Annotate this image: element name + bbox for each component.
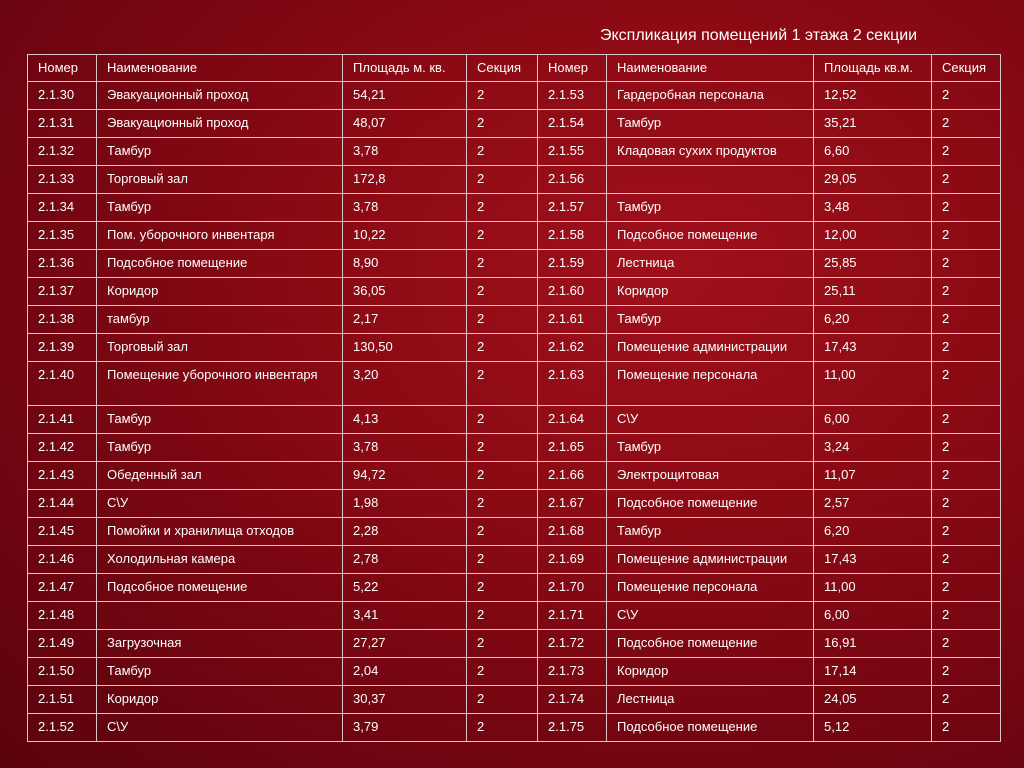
room-number-cell: 2.1.70 xyxy=(538,574,607,602)
room-name-cell: Подсобное помещение xyxy=(97,574,343,602)
room-section-cell: 2 xyxy=(932,574,1001,602)
room-name-cell: Тамбур xyxy=(97,194,343,222)
room-name-cell: Подсобное помещение xyxy=(607,714,814,742)
table-row xyxy=(28,222,1001,250)
room-area-cell: 35,21 xyxy=(814,110,932,138)
room-number-cell: 2.1.32 xyxy=(28,138,97,166)
room-name-cell: Торговый зал xyxy=(97,166,343,194)
room-section-cell: 2 xyxy=(932,518,1001,546)
room-name-cell: Лестница xyxy=(607,686,814,714)
room-name-cell: Тамбур xyxy=(97,406,343,434)
room-name-cell: С\У xyxy=(607,602,814,630)
room-number-cell: 2.1.65 xyxy=(538,434,607,462)
room-section-cell: 2 xyxy=(467,714,538,742)
room-name-cell: Помойки и хранилища отходов xyxy=(97,518,343,546)
room-name-cell: Гардеробная персонала xyxy=(607,82,814,110)
room-area-cell: 3,78 xyxy=(343,138,467,166)
room-section-cell: 2 xyxy=(467,194,538,222)
room-section-cell: 2 xyxy=(467,434,538,462)
room-area-cell: 25,11 xyxy=(814,278,932,306)
room-area-cell: 2,78 xyxy=(343,546,467,574)
header-cell: Секция xyxy=(932,55,1001,82)
room-area-cell: 17,14 xyxy=(814,658,932,686)
room-section-cell: 2 xyxy=(467,490,538,518)
table-header-row xyxy=(28,55,1001,82)
room-number-cell: 2.1.43 xyxy=(28,462,97,490)
room-section-cell: 2 xyxy=(467,602,538,630)
room-number-cell: 2.1.48 xyxy=(28,602,97,630)
room-area-cell: 5,22 xyxy=(343,574,467,602)
table-row xyxy=(28,138,1001,166)
room-name-cell: Коридор xyxy=(97,686,343,714)
room-name-cell: Подсобное помещение xyxy=(607,630,814,658)
room-name-cell: Подсобное помещение xyxy=(607,490,814,518)
room-number-cell: 2.1.49 xyxy=(28,630,97,658)
room-section-cell: 2 xyxy=(467,574,538,602)
room-number-cell: 2.1.30 xyxy=(28,82,97,110)
room-area-cell: 11,00 xyxy=(814,362,932,406)
room-area-cell: 2,28 xyxy=(343,518,467,546)
room-area-cell: 8,90 xyxy=(343,250,467,278)
room-section-cell: 2 xyxy=(932,462,1001,490)
header-cell: Номер xyxy=(538,55,607,82)
room-number-cell: 2.1.56 xyxy=(538,166,607,194)
table-row xyxy=(28,82,1001,110)
room-section-cell: 2 xyxy=(467,82,538,110)
room-area-cell: 3,24 xyxy=(814,434,932,462)
room-section-cell: 2 xyxy=(932,406,1001,434)
room-name-cell: Торговый зал xyxy=(97,334,343,362)
room-section-cell: 2 xyxy=(932,166,1001,194)
room-area-cell: 10,22 xyxy=(343,222,467,250)
room-area-cell: 2,57 xyxy=(814,490,932,518)
table-row xyxy=(28,714,1001,742)
room-name-cell: Тамбур xyxy=(607,306,814,334)
room-name-cell: Помещение персонала xyxy=(607,362,814,406)
page-title: Экспликация помещений 1 этажа 2 секции xyxy=(600,27,918,44)
room-name-cell: Обеденный зал xyxy=(97,462,343,490)
room-number-cell: 2.1.62 xyxy=(538,334,607,362)
room-number-cell: 2.1.44 xyxy=(28,490,97,518)
room-section-cell: 2 xyxy=(467,166,538,194)
room-area-cell: 2,04 xyxy=(343,658,467,686)
table-row xyxy=(28,406,1001,434)
room-area-cell: 12,52 xyxy=(814,82,932,110)
room-number-cell: 2.1.67 xyxy=(538,490,607,518)
room-area-cell: 12,00 xyxy=(814,222,932,250)
room-name-cell xyxy=(97,602,343,630)
header-cell: Наименование xyxy=(607,55,814,82)
room-section-cell: 2 xyxy=(932,110,1001,138)
room-area-cell: 6,20 xyxy=(814,306,932,334)
room-section-cell: 2 xyxy=(932,138,1001,166)
table-row xyxy=(28,278,1001,306)
room-number-cell: 2.1.38 xyxy=(28,306,97,334)
room-number-cell: 2.1.40 xyxy=(28,362,97,406)
room-area-cell: 17,43 xyxy=(814,546,932,574)
room-name-cell: Помещение уборочного инвентаря xyxy=(97,362,343,406)
room-section-cell: 2 xyxy=(467,406,538,434)
room-number-cell: 2.1.34 xyxy=(28,194,97,222)
room-number-cell: 2.1.73 xyxy=(538,658,607,686)
room-area-cell: 4,13 xyxy=(343,406,467,434)
room-name-cell: Загрузочная xyxy=(97,630,343,658)
room-number-cell: 2.1.51 xyxy=(28,686,97,714)
table-row xyxy=(28,658,1001,686)
room-section-cell: 2 xyxy=(467,630,538,658)
room-section-cell: 2 xyxy=(932,546,1001,574)
room-name-cell: Эвакуационный проход xyxy=(97,82,343,110)
room-number-cell: 2.1.69 xyxy=(538,546,607,574)
room-section-cell: 2 xyxy=(932,82,1001,110)
room-section-cell: 2 xyxy=(932,658,1001,686)
room-area-cell: 3,78 xyxy=(343,194,467,222)
room-section-cell: 2 xyxy=(932,686,1001,714)
room-section-cell: 2 xyxy=(467,362,538,406)
table-row xyxy=(28,686,1001,714)
room-section-cell: 2 xyxy=(932,630,1001,658)
room-area-cell: 16,91 xyxy=(814,630,932,658)
table-row xyxy=(28,546,1001,574)
room-number-cell: 2.1.58 xyxy=(538,222,607,250)
room-area-cell: 30,37 xyxy=(343,686,467,714)
room-area-cell: 3,79 xyxy=(343,714,467,742)
room-name-cell: Помещение персонала xyxy=(607,574,814,602)
room-name-cell: Тамбур xyxy=(607,110,814,138)
room-name-cell: Помещение администрации xyxy=(607,334,814,362)
room-name-cell: Тамбур xyxy=(97,138,343,166)
room-number-cell: 2.1.50 xyxy=(28,658,97,686)
header-cell: Наименование xyxy=(97,55,343,82)
room-section-cell: 2 xyxy=(932,334,1001,362)
room-area-cell: 6,60 xyxy=(814,138,932,166)
room-name-cell: С\У xyxy=(97,714,343,742)
room-number-cell: 2.1.36 xyxy=(28,250,97,278)
room-name-cell: Помещение администрации xyxy=(607,546,814,574)
room-section-cell: 2 xyxy=(467,138,538,166)
room-name-cell: Тамбур xyxy=(97,658,343,686)
room-number-cell: 2.1.33 xyxy=(28,166,97,194)
room-section-cell: 2 xyxy=(467,306,538,334)
room-area-cell: 11,00 xyxy=(814,574,932,602)
table-row xyxy=(28,362,1001,406)
room-number-cell: 2.1.53 xyxy=(538,82,607,110)
room-number-cell: 2.1.37 xyxy=(28,278,97,306)
room-name-cell: Тамбур xyxy=(607,194,814,222)
room-area-cell: 25,85 xyxy=(814,250,932,278)
room-name-cell: Холодильная камера xyxy=(97,546,343,574)
table-row xyxy=(28,250,1001,278)
table-row xyxy=(28,110,1001,138)
room-area-cell: 5,12 xyxy=(814,714,932,742)
room-name-cell: Тамбур xyxy=(607,434,814,462)
room-name-cell: С\У xyxy=(97,490,343,518)
room-name-cell: Коридор xyxy=(607,278,814,306)
room-section-cell: 2 xyxy=(932,362,1001,406)
room-area-cell: 94,72 xyxy=(343,462,467,490)
room-section-cell: 2 xyxy=(467,686,538,714)
room-number-cell: 2.1.72 xyxy=(538,630,607,658)
room-number-cell: 2.1.42 xyxy=(28,434,97,462)
table-body xyxy=(28,82,1001,742)
room-section-cell: 2 xyxy=(467,110,538,138)
table-row xyxy=(28,334,1001,362)
room-section-cell: 2 xyxy=(467,462,538,490)
table-row xyxy=(28,194,1001,222)
room-name-cell: Кладовая сухих продуктов xyxy=(607,138,814,166)
room-name-cell: Электрощитовая xyxy=(607,462,814,490)
room-section-cell: 2 xyxy=(932,602,1001,630)
table-row xyxy=(28,518,1001,546)
table-row xyxy=(28,166,1001,194)
room-number-cell: 2.1.63 xyxy=(538,362,607,406)
room-section-cell: 2 xyxy=(467,334,538,362)
room-number-cell: 2.1.46 xyxy=(28,546,97,574)
table-row xyxy=(28,434,1001,462)
header-cell: Номер xyxy=(28,55,97,82)
room-number-cell: 2.1.47 xyxy=(28,574,97,602)
room-name-cell: Пом. уборочного инвентаря xyxy=(97,222,343,250)
room-name-cell: Подсобное помещение xyxy=(607,222,814,250)
room-number-cell: 2.1.66 xyxy=(538,462,607,490)
room-area-cell: 24,05 xyxy=(814,686,932,714)
header-cell: Секция xyxy=(467,55,538,82)
room-number-cell: 2.1.55 xyxy=(538,138,607,166)
room-section-cell: 2 xyxy=(932,278,1001,306)
room-number-cell: 2.1.45 xyxy=(28,518,97,546)
room-section-cell: 2 xyxy=(467,518,538,546)
room-name-cell: Тамбур xyxy=(97,434,343,462)
room-name-cell: Лестница xyxy=(607,250,814,278)
room-name-cell: тамбур xyxy=(97,306,343,334)
room-name-cell xyxy=(607,166,814,194)
room-section-cell: 2 xyxy=(467,658,538,686)
room-area-cell: 54,21 xyxy=(343,82,467,110)
room-area-cell: 3,20 xyxy=(343,362,467,406)
room-area-cell: 6,00 xyxy=(814,406,932,434)
room-number-cell: 2.1.59 xyxy=(538,250,607,278)
room-section-cell: 2 xyxy=(932,714,1001,742)
table-row xyxy=(28,574,1001,602)
room-number-cell: 2.1.35 xyxy=(28,222,97,250)
room-area-cell: 1,98 xyxy=(343,490,467,518)
room-section-cell: 2 xyxy=(932,250,1001,278)
room-number-cell: 2.1.64 xyxy=(538,406,607,434)
room-area-cell: 3,48 xyxy=(814,194,932,222)
room-number-cell: 2.1.52 xyxy=(28,714,97,742)
room-number-cell: 2.1.54 xyxy=(538,110,607,138)
header-cell: Площадь кв.м. xyxy=(814,55,932,82)
room-area-cell: 172,8 xyxy=(343,166,467,194)
room-area-cell: 2,17 xyxy=(343,306,467,334)
table-row xyxy=(28,490,1001,518)
header-cell: Площадь м. кв. xyxy=(343,55,467,82)
room-section-cell: 2 xyxy=(467,250,538,278)
room-area-cell: 27,27 xyxy=(343,630,467,658)
room-number-cell: 2.1.57 xyxy=(538,194,607,222)
room-name-cell: Эвакуационный проход xyxy=(97,110,343,138)
room-section-cell: 2 xyxy=(932,306,1001,334)
room-name-cell: Тамбур xyxy=(607,518,814,546)
room-area-cell: 3,41 xyxy=(343,602,467,630)
room-area-cell: 11,07 xyxy=(814,462,932,490)
room-area-cell: 130,50 xyxy=(343,334,467,362)
room-area-cell: 29,05 xyxy=(814,166,932,194)
table-row xyxy=(28,630,1001,658)
table-row xyxy=(28,306,1001,334)
room-number-cell: 2.1.41 xyxy=(28,406,97,434)
room-number-cell: 2.1.60 xyxy=(538,278,607,306)
room-number-cell: 2.1.39 xyxy=(28,334,97,362)
room-area-cell: 48,07 xyxy=(343,110,467,138)
room-area-cell: 3,78 xyxy=(343,434,467,462)
room-section-cell: 2 xyxy=(932,222,1001,250)
room-number-cell: 2.1.74 xyxy=(538,686,607,714)
room-section-cell: 2 xyxy=(467,278,538,306)
room-area-cell: 6,00 xyxy=(814,602,932,630)
room-section-cell: 2 xyxy=(932,490,1001,518)
room-section-cell: 2 xyxy=(932,434,1001,462)
room-number-cell: 2.1.75 xyxy=(538,714,607,742)
room-number-cell: 2.1.68 xyxy=(538,518,607,546)
table-row xyxy=(28,462,1001,490)
room-area-cell: 36,05 xyxy=(343,278,467,306)
room-number-cell: 2.1.71 xyxy=(538,602,607,630)
room-area-cell: 6,20 xyxy=(814,518,932,546)
room-number-cell: 2.1.61 xyxy=(538,306,607,334)
room-section-cell: 2 xyxy=(467,546,538,574)
room-number-cell: 2.1.31 xyxy=(28,110,97,138)
room-area-cell: 17,43 xyxy=(814,334,932,362)
table-row xyxy=(28,602,1001,630)
room-name-cell: С\У xyxy=(607,406,814,434)
room-name-cell: Подсобное помещение xyxy=(97,250,343,278)
room-name-cell: Коридор xyxy=(607,658,814,686)
room-section-cell: 2 xyxy=(932,194,1001,222)
room-section-cell: 2 xyxy=(467,222,538,250)
room-name-cell: Коридор xyxy=(97,278,343,306)
rooms-table xyxy=(27,54,1001,742)
